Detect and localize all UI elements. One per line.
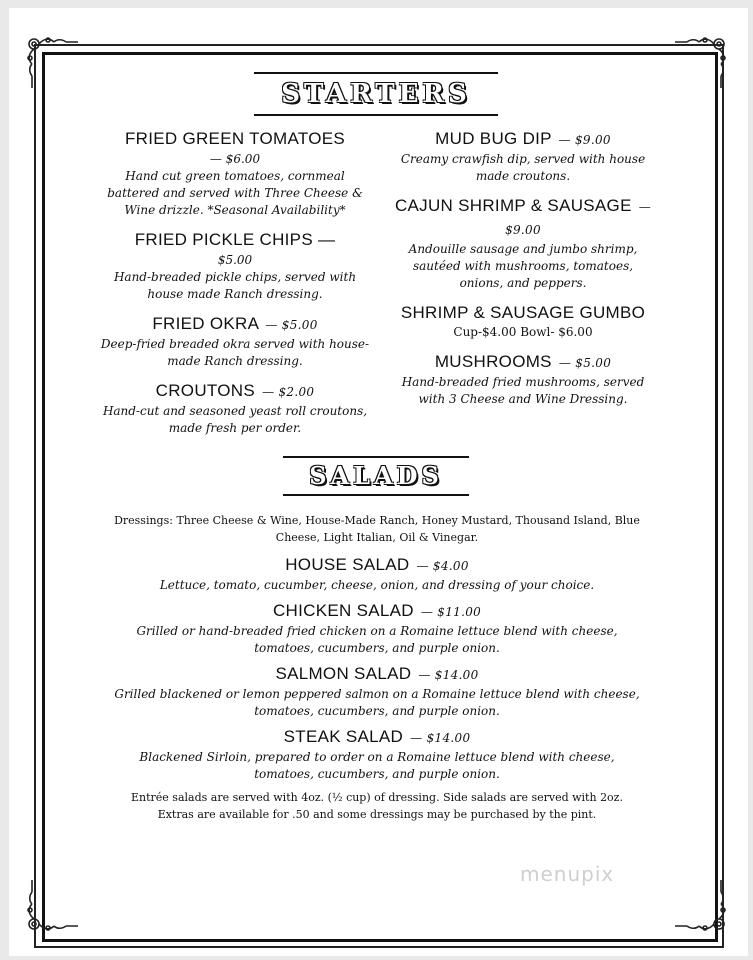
item-price: — $9.00 xyxy=(558,133,611,147)
watermark: menupix xyxy=(520,862,615,886)
item-name-line xyxy=(100,313,370,336)
menu-item xyxy=(392,128,654,185)
item-price: — $11.00 xyxy=(420,605,482,619)
item-name: STEAK SALAD xyxy=(283,727,404,746)
menu-item xyxy=(112,554,642,594)
item-description: Grilled or hand-breaded fried chicken on a Romaine lettuce blend with cheese, tomatoes, cucumbers, and purple onion. xyxy=(136,624,618,655)
salads-heading-text: SALADS xyxy=(309,461,443,490)
item-name: CAJUN SHRIMP & SAUSAGE xyxy=(394,196,632,215)
item-name: MUD BUG DIP xyxy=(435,129,552,148)
item-name: CHICKEN SALAD xyxy=(272,601,414,620)
item-price: — $9.00 xyxy=(505,200,652,237)
dressings-list: Dressings: Three Cheese & Wine, House-Made Ranch, Honey Mustard, Thousand Island, Blue Cheese, Light Italian, Oil & Vinegar. xyxy=(114,514,640,544)
starters-heading xyxy=(254,72,498,116)
item-price: — $14.00 xyxy=(418,668,479,682)
item-price: $5.00 xyxy=(217,253,253,267)
item-name: FRIED PICKLE CHIPS — xyxy=(134,230,336,249)
item-price: — $5.00 xyxy=(265,318,318,332)
item-description: Grilled blackened or lemon peppered salmon on a Romaine lettuce blend with cheese, tomatoes, cucumbers, and purple onion. xyxy=(114,687,640,718)
corner-ornament-icon xyxy=(20,30,78,88)
heading-rule xyxy=(254,72,498,74)
menu-item xyxy=(100,313,370,370)
corner-ornament-icon xyxy=(675,30,733,88)
heading-rule xyxy=(283,494,469,496)
menu-item xyxy=(392,351,654,408)
item-price: — $5.00 xyxy=(558,356,612,370)
dressing-note: Entrée salads are served with 4oz. (½ cup) of dressing. Side salads are served with 2oz. Extras are available for .50 and some dressings may be purchased by the pint. xyxy=(131,791,623,821)
item-description: Hand cut green tomatoes, cornmeal battered and served with Three Cheese & Wine drizzle. *Seasonal Availability* xyxy=(107,169,363,217)
heading-rule xyxy=(283,456,469,458)
item-description: Hand-cut and seasoned yeast roll croutons, made fresh per order. xyxy=(102,404,368,435)
item-description: Lettuce, tomato, cucumber, cheese, onion, and dressing of your choice. xyxy=(159,578,595,592)
item-name: SALMON SALAD xyxy=(275,664,412,683)
item-name-line xyxy=(112,726,642,749)
salads-heading xyxy=(283,456,469,496)
item-name-line xyxy=(392,128,654,151)
item-name-line xyxy=(392,351,654,374)
menu-item xyxy=(112,726,642,783)
corner-ornament-icon xyxy=(20,880,78,938)
item-description: Hand-breaded fried mushrooms, served with 3 Cheese and Wine Dressing. xyxy=(401,375,645,406)
item-name-line xyxy=(112,554,642,577)
item-price: — $6.00 xyxy=(209,152,261,166)
starters-left-column xyxy=(100,128,370,447)
item-description: Hand-breaded pickle chips, served with house made Ranch dressing. xyxy=(113,270,357,301)
menu-item xyxy=(112,600,642,657)
starters-right-column xyxy=(392,128,654,418)
item-name-line xyxy=(392,195,654,241)
menu-item xyxy=(392,195,654,292)
item-description: Blackened Sirloin, prepared to order on a Romaine lettuce blend with cheese, tomatoes, cucumbers, and purple onion. xyxy=(139,750,615,781)
item-description: Cup-$4.00 Bowl- $6.00 xyxy=(453,325,593,339)
menu-item xyxy=(392,302,654,341)
item-price: — $2.00 xyxy=(262,385,315,399)
item-name: SHRIMP & SAUSAGE GUMBO xyxy=(400,303,646,322)
item-name-line xyxy=(112,663,642,686)
salads-section xyxy=(112,512,642,823)
menu-item xyxy=(100,128,370,219)
item-name: FRIED OKRA xyxy=(152,314,259,333)
item-name: FRIED GREEN TOMATOES xyxy=(124,129,346,148)
starters-heading-text: STARTERS xyxy=(281,79,471,109)
item-price: — $14.00 xyxy=(410,731,471,745)
item-price: — $4.00 xyxy=(416,559,469,573)
corner-ornament-icon xyxy=(675,880,733,938)
item-name: HOUSE SALAD xyxy=(285,555,410,574)
item-name: MUSHROOMS xyxy=(434,352,552,371)
item-description: Creamy crawfish dip, served with house made croutons. xyxy=(400,152,646,183)
item-description: Deep-fried breaded okra served with house-made Ranch dressing. xyxy=(100,337,370,368)
item-description: Andouille sausage and jumbo shrimp, sautéed with mushrooms, tomatoes, onions, and peppers. xyxy=(408,242,638,290)
heading-rule xyxy=(254,114,498,116)
menu-item xyxy=(100,380,370,437)
item-name-line xyxy=(112,600,642,623)
item-name-line xyxy=(100,380,370,403)
item-name: CROUTONS xyxy=(155,381,256,400)
menu-item xyxy=(100,229,370,303)
menu-item xyxy=(112,663,642,720)
